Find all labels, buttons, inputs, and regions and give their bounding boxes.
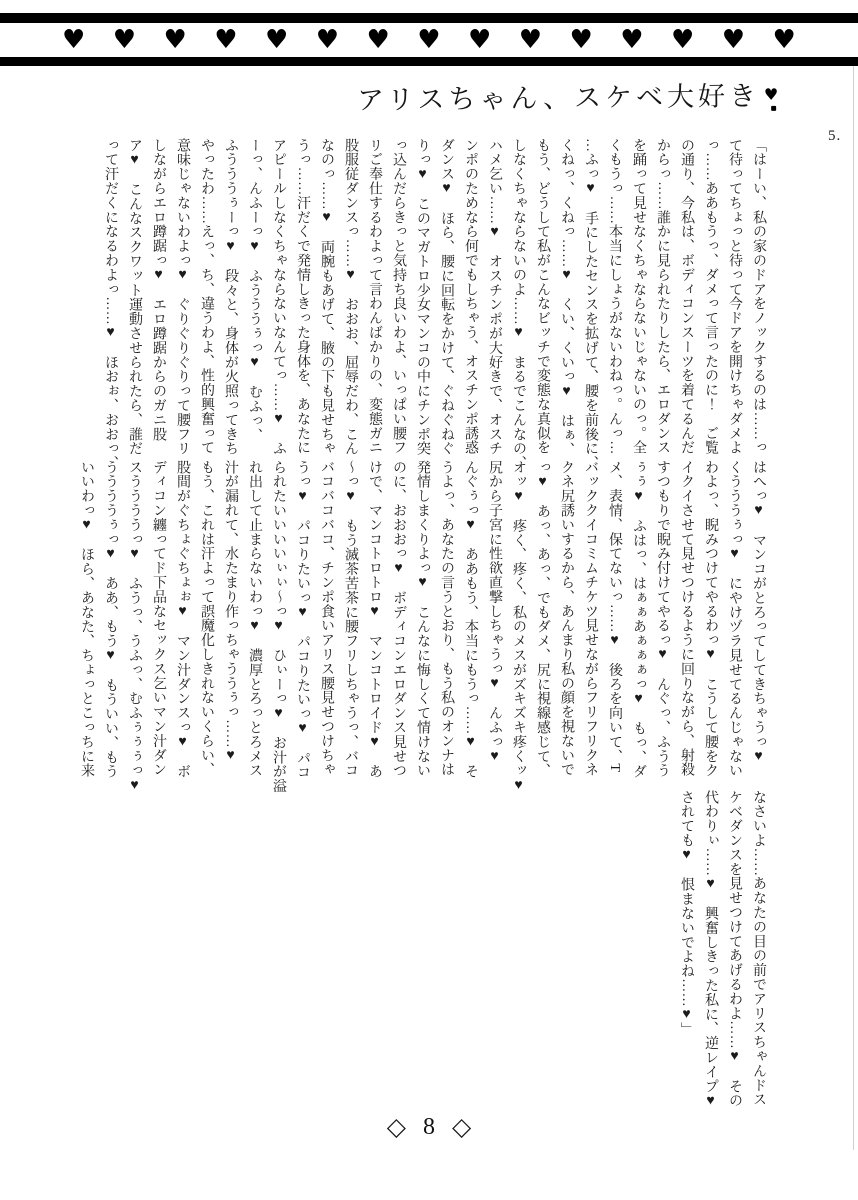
text-column: しながらエロ蹲踞っ♥ エロ蹲踞からのガニ股	[151, 138, 166, 442]
text-column: の通り、今私は、ボディコンスーツを着てるんだ	[679, 138, 694, 455]
page-footer	[0, 1110, 858, 1144]
text-column: わよっ、睨みつけてやるわっ♥ こうして腰をク	[703, 460, 718, 778]
text-column: られたいいいいぃぃ〜っ♥ ひぃーっ♥ お汁が溢	[271, 460, 286, 794]
text-column: やったわ……えっ、ち、違うわよ、性的興奮って	[199, 138, 214, 455]
heart-icon: ♥	[265, 25, 289, 55]
page-edge-scan-line	[853, 66, 854, 1150]
text-column: すつもりで睨み付けてやるっ♥ んぐっ、ふうう	[655, 460, 670, 778]
heart-icon: ♥	[569, 25, 593, 55]
heart-icon: ♥	[62, 25, 86, 55]
text-column: スううううっ♥ ふうっ、うふっ、むふぅぅぅっ♥	[127, 460, 142, 794]
text-column: 発情しまくりよっ♥ こんなに悔しくて情けない	[415, 460, 430, 778]
header-top-rule	[0, 13, 858, 23]
text-column: はへっ♥ マンコがとろってしてきちゃうっ♥	[751, 460, 766, 765]
text-column: なさいよ……あなたの目の前でアリスちゃんドス	[751, 790, 766, 1107]
text-column: うっ♥ パコりたいっ♥ パコりたいっ♥ パコ	[295, 460, 310, 780]
text-column: 股服従ダンスっ……♥ おおお、屈辱だわ、こん	[343, 138, 358, 456]
text-column: 「はーい、私の家のドアをノックするのは……っ	[751, 138, 766, 455]
text-column: リご奉仕するわよって言わんばかりの、変態ガニ	[367, 138, 382, 455]
text-column: ううううぅっ♥ ああ、もう♥ もういい、もう	[103, 460, 118, 779]
text-column: って汗だくになるわよっ……♥ ほおぉ、おおっ、	[103, 138, 118, 471]
text-column: なのっ……♥ 両腕もあげて、腋の下も見せちゃ	[319, 138, 334, 456]
text-column: いいわっ♥ ほら、あなた、ちょっとこっちに来	[79, 460, 94, 778]
heart-icon: ♥	[671, 25, 695, 55]
text-column: 股間がぐちょぐちょぉ♥ マン汁ダンスっ♥ ボ	[175, 460, 190, 779]
text-column: 代わりぃ……♥ 興奮しきった私に、逆レイプ♥	[703, 790, 718, 1109]
text-column: て待ってちょっと待って今ドアを開けちゃダメよ	[727, 138, 742, 455]
text-column: ーっ、んふーっ♥ ふうううぅっ♥ むふっ、	[247, 138, 262, 443]
header-hearts-border	[0, 24, 858, 56]
text-column: アピールしなくちゃならないなんてっ……♥ ふ	[271, 138, 286, 456]
text-column: しなくちゃならないのよ……♥ まるでこんなの、	[511, 138, 526, 471]
text-column: ンポのためなら何でもしちゃう、オスチンポ誘惑	[463, 138, 478, 455]
page-title-text: アリスちゃん、スケベ大好き	[356, 81, 760, 117]
page-number: 8	[423, 1114, 435, 1140]
text-column: けで、マンコトロトロ♥ マンコトロイド♥ あ	[367, 460, 382, 779]
text-column: ア♥ こんなスクワット運動させられたら、誰だ	[127, 138, 142, 456]
heart-icon: ♥	[468, 25, 492, 55]
heart-icon: ♥	[417, 25, 441, 55]
text-column: ふうううぅーっ♥ 段々と、身体が火照ってきち	[223, 138, 238, 456]
text-column: ディコン纏ってド下品なセックス乞いマン汁ダン	[151, 460, 166, 777]
heart-icon: ♥	[214, 25, 238, 55]
text-block-3	[674, 790, 770, 1109]
heart-icon: ♥	[366, 25, 390, 55]
text-column: を踊って見せなくちゃならないじゃないのっ。全	[631, 138, 646, 455]
text-column: ハメ乞い……♥ オスチンポが大好きで、オスチ	[487, 138, 502, 456]
header-bottom-rule	[0, 57, 858, 66]
heart-icon: ♥	[112, 25, 137, 55]
text-block-1	[98, 138, 770, 470]
heart-icon: ♥	[620, 25, 644, 55]
text-column: 意味じゃないわよっ♥ ぐりぐりぐりって腰フリ	[175, 138, 190, 456]
text-column: バコバコバコ、チンポ食いアリス腰見せつけちゃ	[319, 460, 334, 777]
text-column: 〜っ♥ もう滅茶苦茶に腰フリしちゃうっ、バコ	[343, 460, 358, 778]
text-column: クネ尻誘いするから、あんまり私の顔を視ないで	[559, 460, 574, 777]
heart-icon: ♥	[315, 25, 340, 55]
heart-icon: ♥	[163, 25, 187, 55]
heart-icon: ♥	[518, 25, 543, 55]
text-column: っ♥ あっ、あっ、でもダメ、尻に視線感じて、	[535, 460, 550, 778]
diamond-icon-left: ◇	[386, 1112, 406, 1141]
text-column: からっ……誰かに見られたりしたら、エロダンス	[655, 138, 670, 455]
text-column: くもうっ……本当にしょうがないわねっ。んっ…	[607, 138, 622, 455]
text-column: りっ♥ このマガトロ少女マンコの中にチンポ突	[415, 138, 430, 456]
heart-exclamation-icon: ♥	[763, 84, 783, 104]
text-column: メ、表情、保てないっ……♥ 後ろを向いて、T	[607, 460, 622, 773]
text-column: くうううぅっ♥ にやけヅラ見せてるんじゃない	[727, 460, 742, 778]
heart-icon: ♥	[772, 25, 796, 55]
text-column: うよっ、あなたの言うとおり、もう私のオンナは	[439, 460, 454, 777]
text-column: イクイさせて見せつけるように回りながら、射殺	[679, 460, 694, 777]
text-column: んぐぅっ♥ ああもう、本当にもうっ……♥ そ	[463, 460, 478, 779]
text-column: …ふっ♥ 手にしたセンスを拡げて、腰を前後に、	[583, 138, 598, 471]
exclamation-dot	[770, 106, 775, 111]
text-column: っ込んだらきっと気持ち良いわよ、いっぱい腰フ	[391, 138, 406, 455]
title-exclamation	[763, 84, 783, 113]
diamond-icon-right: ◇	[452, 1112, 472, 1141]
text-block-2	[74, 460, 770, 793]
text-column: バッククイコミムチケツ見せながらフリフリクネ	[583, 460, 598, 777]
text-column: オッ♥ 疼く、疼く、私のメスがズキズキ疼くッ♥	[511, 460, 526, 794]
page-title	[356, 74, 782, 117]
text-column: のに、おおおっ♥ ボディコンエロダンス見せつ	[391, 460, 406, 778]
text-column: れ出して止まらないわっ♥ 濃厚とろっとろメス	[247, 460, 262, 778]
text-column: もう、これは汗よって誤魔化しきれないくらい、	[199, 460, 214, 777]
text-column: ケベダンスを見せつけてあげるわよ……♥ その	[727, 790, 742, 1108]
text-column: うっ……汗だくで発情しきった身体を、あなたに	[295, 138, 310, 455]
text-column: くねっ、くねっ……♥ くい、くいっ♥ はぁ、	[559, 138, 574, 457]
heart-icon: ♥	[721, 25, 746, 55]
text-column: されても♥ 恨まないでよね……♥」	[679, 790, 694, 1037]
text-column: ダンス♥ ほら、腰に回転をかけて、ぐねぐねぐ	[439, 138, 454, 456]
section-number: 5.	[828, 128, 842, 144]
text-column: ぅぅ♥ ふはっ、はぁぁあぁぁぁっ♥ もっ、ダ	[631, 460, 646, 779]
text-column: 汁が漏れて、水たまり作っちゃううぅっ……♥	[223, 460, 238, 764]
text-column: もう、どうして私がこんなビッチで変態な真似を	[535, 138, 550, 455]
text-column: 尻から子宮に性欲直撃しちゃうっ♥ んふっ♥	[487, 460, 502, 765]
text-column: っ……ああもうっ、ダメって言ったのに！ ご覧	[703, 138, 718, 455]
